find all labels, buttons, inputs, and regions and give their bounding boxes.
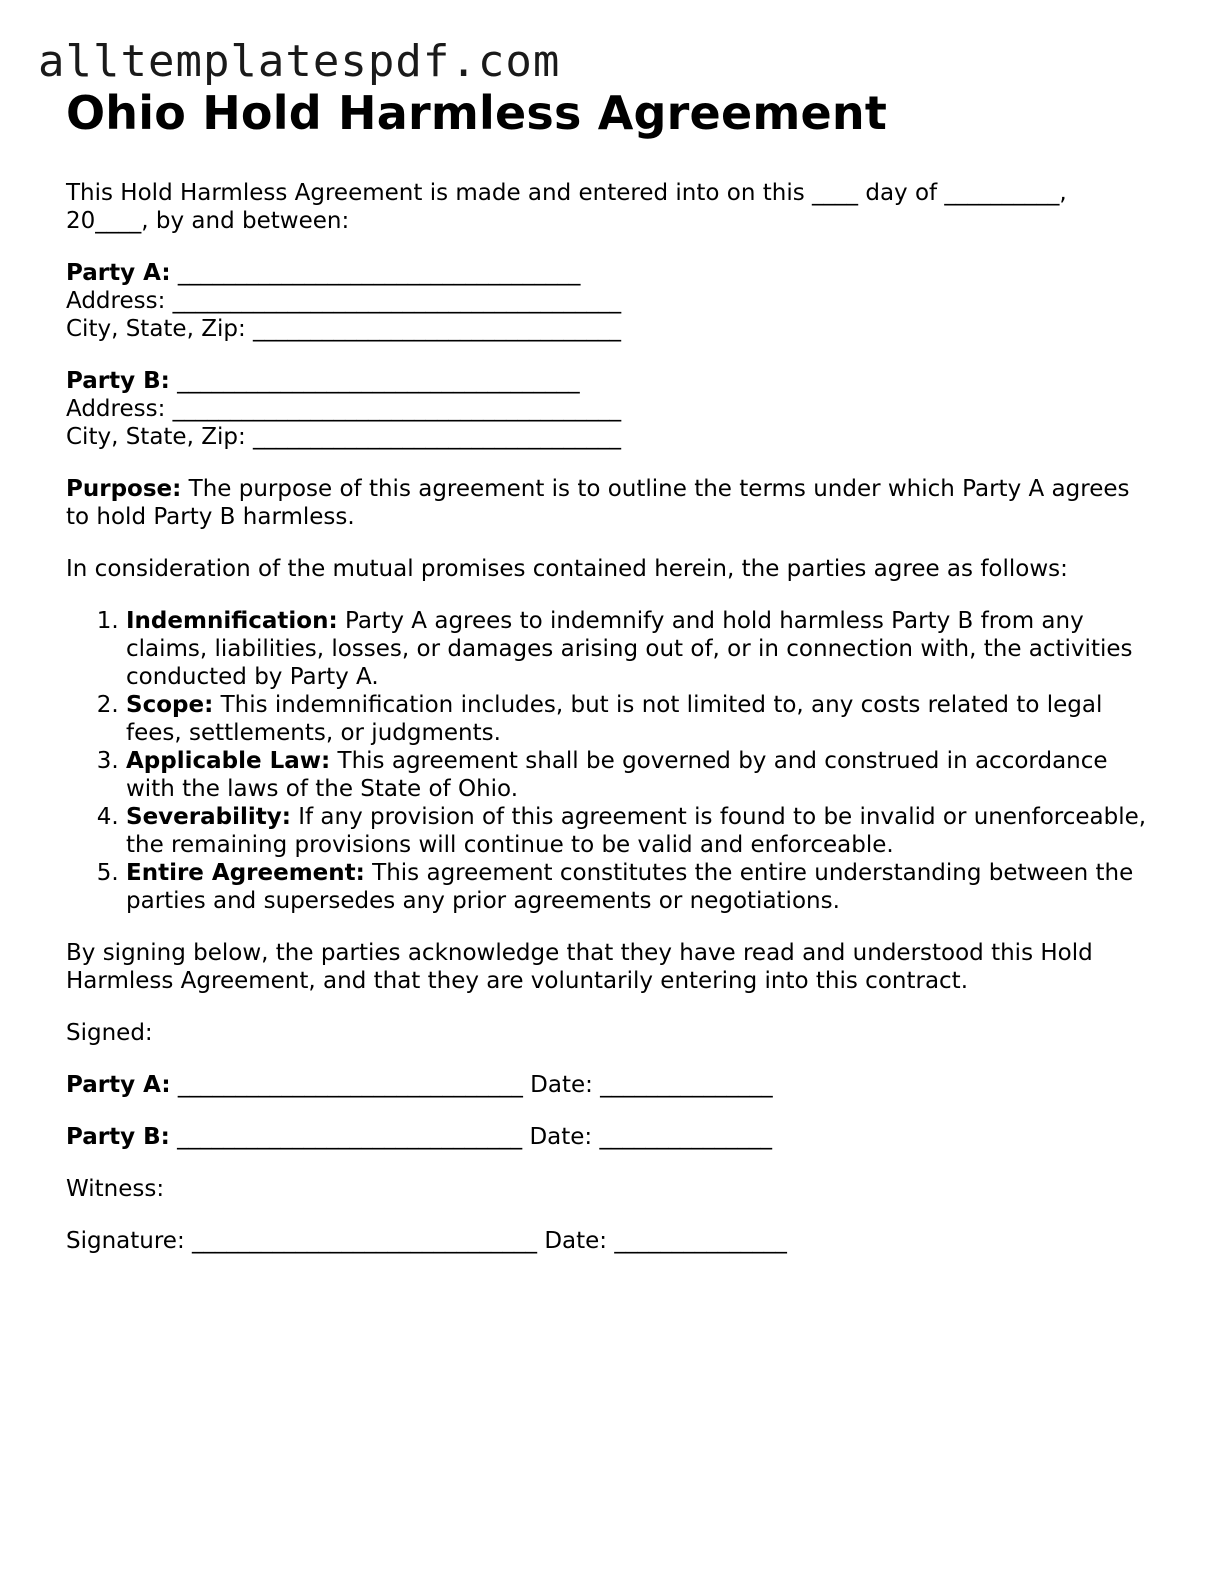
party-a-block (66, 259, 1156, 343)
purpose-paragraph (66, 475, 1156, 531)
purpose-text: The purpose of this agreement is to outline the terms under which Party A agrees to hold Party B harmless. (66, 476, 1130, 530)
sign-party-b-fields[interactable]: ______________________________ Date: _______________ (169, 1124, 772, 1150)
watermark: alltemplatespdf.com (38, 36, 561, 87)
consideration-paragraph: In consideration of the mutual promises contained herein, the parties agree as follows: (66, 556, 1068, 582)
sign-party-a-label: Party A: (66, 1072, 171, 1098)
term-label: Indemnification: (126, 608, 338, 634)
sign-party-b-label: Party B: (66, 1124, 170, 1150)
page-title: Ohio Hold Harmless Agreement (66, 86, 888, 140)
party-b-block (66, 367, 1156, 451)
term-label: Entire Agreement: (126, 860, 365, 886)
term-item-scope (126, 691, 1156, 747)
intro-paragraph: This Hold Harmless Agreement is made and entered into on this ____ day of __________, 20____, by and between: (66, 180, 1067, 234)
term-text: If any provision of this agreement is found to be invalid or unenforceable, the remaining provisions will continue to be valid and enforceable. (126, 804, 1147, 858)
sign-party-b-line (66, 1123, 1156, 1151)
witness-signature-line[interactable]: Signature: ______________________________ Date: _______________ (66, 1228, 787, 1254)
terms-list (66, 607, 1156, 915)
sign-party-a-line (66, 1071, 1156, 1099)
term-text: This agreement shall be governed by and construed in accordance with the laws of the State of Ohio. (126, 748, 1108, 802)
purpose-label: Purpose: (66, 476, 182, 502)
term-label: Applicable Law: (126, 748, 331, 774)
term-item-severability (126, 803, 1156, 859)
signed-label: Signed: (66, 1020, 153, 1046)
party-a-address-line[interactable]: Address: _______________________________________ (66, 288, 622, 314)
party-b-label: Party B: (66, 368, 170, 394)
term-text: This agreement constitutes the entire understanding between the parties and supersedes any prior agreements or negotiations. (126, 860, 1134, 914)
term-label: Severability: (126, 804, 291, 830)
document-body (66, 84, 1156, 1279)
party-b-address-line[interactable]: Address: _______________________________________ (66, 396, 622, 422)
term-label: Scope: (126, 692, 214, 718)
term-item-indemnification (126, 607, 1156, 691)
party-b-city-line[interactable]: City, State, Zip: ________________________________ (66, 424, 622, 450)
term-item-applicable-law (126, 747, 1156, 803)
term-text: Party A agrees to indemnify and hold harmless Party B from any claims, liabilities, losses, or damages arising out of, or in connection with, the activities conducted by Party A. (126, 608, 1133, 690)
acknowledgment-paragraph: By signing below, the parties acknowledge that they have read and understood this Hold Harmless Agreement, and that they are voluntarily entering into this contract. (66, 940, 1093, 994)
witness-label: Witness: (66, 1176, 165, 1202)
party-b-name-line (66, 367, 1156, 395)
party-b-name-blank[interactable]: ___________________________________ (177, 368, 580, 394)
party-a-name-blank[interactable]: ___________________________________ (177, 260, 581, 286)
sign-party-a-fields[interactable]: ______________________________ Date: _______________ (170, 1072, 773, 1098)
party-a-name-line (66, 259, 1156, 287)
term-item-entire-agreement (126, 859, 1156, 915)
party-a-label: Party A: (66, 260, 171, 286)
party-a-city-line[interactable]: City, State, Zip: ________________________________ (66, 316, 622, 342)
term-text: This indemnification includes, but is not limited to, any costs related to legal fees, settlements, or judgments. (126, 692, 1103, 746)
